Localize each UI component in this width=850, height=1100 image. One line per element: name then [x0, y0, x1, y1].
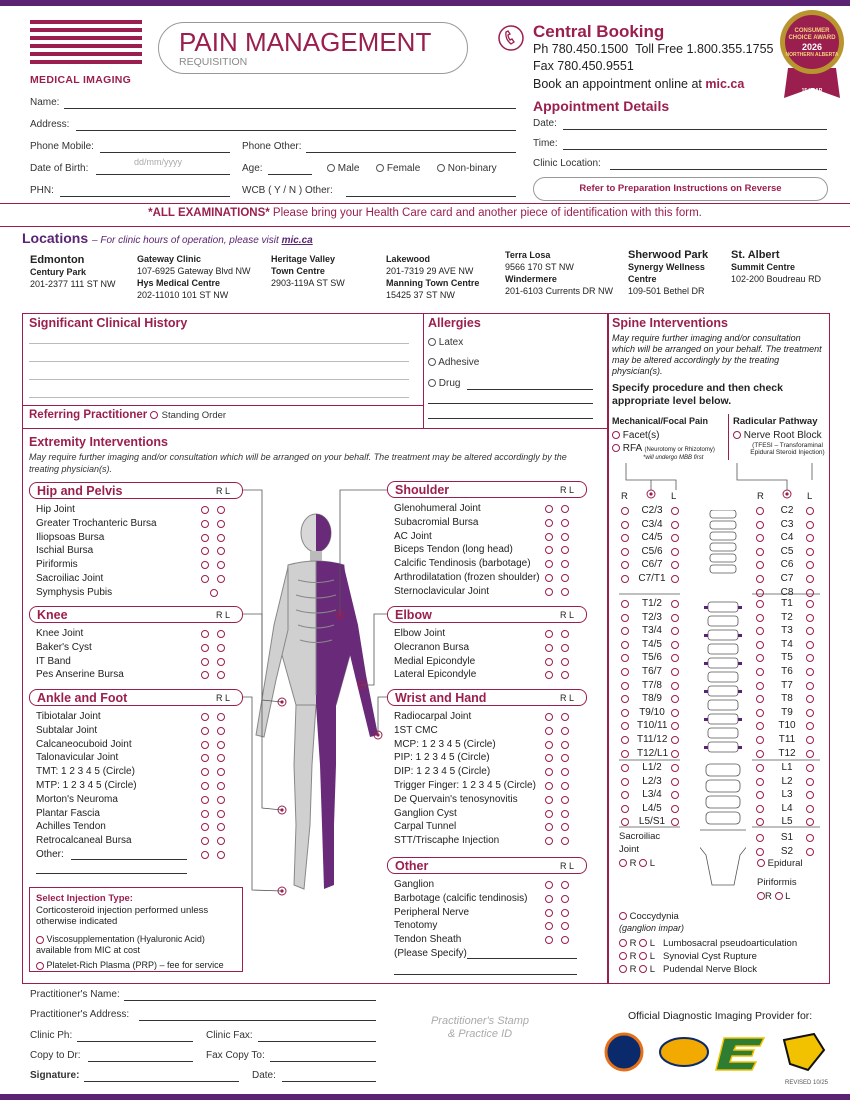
sacral_r-r-radio[interactable]	[756, 834, 764, 842]
elks-logo-icon	[716, 1038, 764, 1070]
extremity-title: Extremity Interventions	[29, 435, 168, 449]
shoulder-item: Glenohumeral Joint	[394, 503, 481, 514]
spine-r-label-2: R	[757, 491, 764, 502]
other-item: Barbotage (calcific tendinosis)	[394, 892, 528, 904]
cervical-l-radio[interactable]	[671, 575, 679, 583]
radicular-title: Radicular Pathway	[733, 416, 818, 427]
spine-vertebrae-figure	[700, 510, 746, 903]
si-rl: R L	[619, 858, 655, 869]
ankle-item: Retrocalcaneal Bursa	[36, 835, 132, 847]
hip-item: Symphysis Pubis	[36, 586, 113, 598]
location-sherwood: Sherwood Park Synergy Wellness Centre 109-501 Bethel DR	[628, 249, 709, 296]
thoracic_r-level: T8	[781, 693, 793, 705]
other-rl-label: R L	[559, 861, 574, 871]
shoulder-rl-label: R L	[559, 485, 574, 495]
booking-online-link[interactable]: mic.ca	[705, 77, 745, 91]
clinical-history-title: Significant Clinical History	[29, 316, 188, 330]
booking-fax: Fax 780.450.9551	[533, 59, 634, 73]
spine-specify: Specify procedure and then check appropriate level below.	[612, 382, 783, 407]
clinic-ph-field[interactable]	[77, 1041, 193, 1042]
sacral_r-l-radio[interactable]	[806, 834, 814, 842]
pud-l-radio[interactable]	[639, 965, 647, 973]
lumbo-r-radio[interactable]	[619, 939, 627, 947]
wrist-title: Wrist and Hand	[395, 691, 487, 705]
wcb-label: WCB ( Y / N ) Other:	[242, 185, 333, 196]
shoulder-item: Biceps Tendon (long head)	[394, 544, 513, 556]
thoracic-l-radio[interactable]	[671, 614, 679, 622]
sacral_r-level: S1	[780, 832, 794, 843]
thoracic-level: T3/4	[641, 625, 662, 637]
spine-l-label: L	[671, 491, 677, 502]
wrist-item: MCP: 1 2 3 4 5 (Circle)	[394, 738, 496, 750]
thoracic-l-radio[interactable]	[671, 736, 679, 744]
thoracic-r-radio[interactable]	[621, 668, 629, 676]
location-gateway: Gateway Clinic 107-6925 Gateway Blvd NW Hys Medical Centre 202-11010 101 ST NW	[137, 254, 251, 300]
mech-title: Mechanical/Focal Pain	[612, 416, 709, 426]
lumbar_r-r-radio[interactable]	[756, 805, 764, 813]
thoracic-l-radio[interactable]	[671, 641, 679, 649]
cervical_r-l-radio[interactable]	[806, 507, 814, 515]
ankle-item: MTP: 1 2 3 4 5 (Circle)	[36, 780, 137, 791]
thoracic-r-radio[interactable]	[621, 614, 629, 622]
age-label: Age:	[242, 163, 263, 174]
cervical_r-l-radio[interactable]	[806, 548, 814, 556]
thoracic_r-level: T10	[778, 720, 796, 732]
thoracic_r-level: T2	[781, 611, 793, 623]
lumbar-level: L3/4	[642, 789, 662, 801]
fax-copy-field[interactable]	[270, 1061, 376, 1062]
hip-item: Hip Joint	[36, 504, 75, 515]
practitioner-stamp: Practitioner's Stamp & Practice ID	[430, 1015, 530, 1040]
cervical_r-level: C6	[780, 559, 794, 571]
thoracic_r-level: T7	[781, 679, 793, 691]
cervical_r-l-radio[interactable]	[806, 575, 814, 583]
shoulder-item: Sternoclavicular Joint	[394, 585, 490, 597]
cervical-l-radio[interactable]	[671, 507, 679, 515]
thoracic_r-l-radio[interactable]	[806, 682, 814, 690]
hip-rl-label: R L	[215, 486, 230, 496]
lumbar-level: L2/3	[642, 775, 662, 787]
phone-mobile-label: Phone Mobile:	[30, 141, 94, 152]
appt-time-label: Time:	[533, 138, 558, 149]
ankle-item: Subtalar Joint	[36, 724, 98, 736]
lumbar-l-radio[interactable]	[671, 764, 679, 772]
knee-item: Pes Anserine Bursa	[36, 669, 124, 681]
thoracic-level: T9/10	[639, 706, 665, 718]
lumbar_r-l-radio[interactable]	[806, 764, 814, 772]
fax-copy-label: Fax Copy To:	[206, 1050, 265, 1061]
practitioner-address-field[interactable]	[139, 1020, 376, 1021]
provider-label: Official Diagnostic Imaging Provider for:	[628, 1010, 813, 1022]
thoracic-r-radio[interactable]	[621, 750, 629, 758]
page-subtitle: REQUISITION	[179, 56, 248, 68]
thoracic-level: T5/6	[641, 652, 662, 664]
syn-r-radio[interactable]	[619, 952, 627, 960]
locations-title: Locations – For clinic hours of operation, please visit mic.ca	[22, 230, 313, 246]
wrist-item: DIP: 1 2 3 4 5 (Circle)	[394, 766, 491, 778]
signature-field[interactable]	[84, 1081, 239, 1082]
thoracic_r-r-radio[interactable]	[756, 600, 764, 608]
lumbar-r-radio[interactable]	[621, 778, 629, 786]
badge-year: 2026	[801, 42, 823, 52]
wrist-item: PIP: 1 2 3 4 5 (Circle)	[394, 752, 490, 764]
lumbar_r-r-radio[interactable]	[756, 764, 764, 772]
oilers-logo-icon	[606, 1034, 642, 1070]
thoracic-r-radio[interactable]	[621, 736, 629, 744]
knee-item: IT Band	[36, 655, 71, 667]
lumbar-level: L5/S1	[638, 816, 666, 828]
thoracic-l-radio[interactable]	[671, 750, 679, 758]
cervical-r-radio[interactable]	[621, 548, 629, 556]
knee-item: Knee Joint	[36, 628, 84, 639]
cervical-l-radio[interactable]	[671, 548, 679, 556]
sig-date-field[interactable]	[282, 1081, 376, 1082]
lumbar-r-radio[interactable]	[621, 764, 629, 772]
other-item: Tenotomy	[394, 920, 438, 932]
thoracic-r-radio[interactable]	[621, 600, 629, 608]
piri-l-radio[interactable]	[775, 892, 783, 900]
sacral_r-l-radio[interactable]	[806, 848, 814, 856]
cervical_r-level: C2	[780, 505, 794, 516]
name-label: Name:	[30, 97, 60, 108]
elbow-item: Lateral Epicondyle	[394, 669, 477, 681]
ankle-rl-label: R L	[215, 693, 230, 703]
spine-title: Spine Interventions	[612, 316, 728, 330]
ankle-item: Morton's Neuroma	[36, 793, 118, 805]
cervical_r-level: C7	[780, 573, 794, 584]
thoracic_r-l-radio[interactable]	[806, 750, 814, 758]
badge-years: 15 YEAR	[801, 88, 823, 94]
hip-item: Piriformis	[36, 559, 78, 571]
bottom-bar	[0, 1094, 850, 1100]
cervical-r-radio[interactable]	[621, 521, 629, 529]
thoracic-r-radio[interactable]	[621, 682, 629, 690]
cervical_r-l-radio[interactable]	[806, 521, 814, 529]
elbow-rl-label: R L	[559, 610, 574, 620]
shoulder-item: Arthrodilatation (frozen shoulder)	[394, 572, 540, 583]
practitioner-name-field[interactable]	[124, 1000, 376, 1001]
ankle-item: Plantar Fascia	[36, 807, 100, 819]
shoulder-item: AC Joint	[394, 530, 432, 542]
elbow-item: Olecranon Bursa	[394, 641, 470, 653]
elbow-title: Elbow	[395, 608, 432, 622]
lumbar_r-level: L2	[781, 775, 793, 787]
thoracic-r-radio[interactable]	[621, 641, 629, 649]
drug-option: Drug	[428, 378, 460, 389]
thoracic_r-level: T5	[781, 652, 793, 664]
thoracic-level: T1/2	[641, 598, 662, 609]
lumbar_r-l-radio[interactable]	[806, 805, 814, 813]
appt-date-label: Date:	[533, 118, 557, 129]
si-joint: Sacroiliac Joint	[619, 831, 661, 855]
cervical-level: C6/7	[641, 559, 663, 571]
address-label: Address:	[30, 119, 70, 130]
ankle-title: Ankle and Foot	[37, 691, 128, 705]
cervical-level: C7/T1	[638, 573, 666, 584]
rfa-option: RFA (Neurotomy or Rhizotomy)	[612, 443, 715, 454]
clinic-ph-label: Clinic Ph:	[30, 1030, 73, 1041]
location-edmonton: Edmonton Century Park 201-2377 111 ST NW	[30, 254, 116, 289]
locations-link[interactable]: mic.ca	[281, 235, 313, 246]
other-item: Tendon Sheath	[394, 934, 462, 946]
ankle-item: TMT: 1 2 3 4 5 (Circle)	[36, 766, 135, 778]
thoracic_r-r-radio[interactable]	[756, 641, 764, 649]
allergies-title: Allergies	[428, 316, 481, 330]
ankle-item: Other:	[36, 849, 64, 860]
appointment-title: Appointment Details	[533, 98, 670, 114]
thoracic_r-l-radio[interactable]	[806, 736, 814, 744]
cervical_r-r-radio[interactable]	[756, 575, 764, 583]
central-booking-title: Central Booking	[533, 22, 665, 41]
other-title: Other	[395, 859, 429, 873]
coccydynia-radio[interactable]	[619, 912, 627, 920]
syn-l-radio[interactable]	[639, 952, 647, 960]
cervical-r-radio[interactable]	[621, 507, 629, 515]
prep-instructions-pill: Refer to Preparation Instructions on Reverse	[533, 177, 828, 201]
facet-option: Facet(s)	[612, 430, 659, 441]
pud-r-radio[interactable]	[619, 965, 627, 973]
wrist-item: Carpal Tunnel	[394, 821, 457, 833]
piriformis-rl: R L	[757, 891, 790, 902]
latex-option: Latex	[428, 337, 463, 348]
piriformis-label: Piriformis	[757, 877, 797, 888]
clinic-fax-label: Clinic Fax:	[206, 1030, 253, 1041]
logo-subtitle: MEDICAL IMAGING	[30, 74, 132, 86]
thoracic-l-radio[interactable]	[671, 709, 679, 717]
thoracic_r-l-radio[interactable]	[806, 709, 814, 717]
thoracic_r-level: T4	[781, 638, 793, 650]
epidural-radio[interactable]	[757, 859, 765, 867]
tfesi-note: (TFESI – Transforaminal Epidural Steroid Injection)	[750, 442, 825, 456]
wrist-item: STT/Triscaphe Injection	[394, 835, 500, 847]
extremity-note: May require further imaging and/or consultation which will be arranged on your behalf. The treatment may be altered accordingly by the treating physician(s).	[29, 452, 567, 474]
thoracic_r-level: T11	[778, 734, 796, 745]
nrb-option: Nerve Root Block	[733, 430, 822, 441]
thoracic-level: T12/L1	[637, 747, 669, 759]
location-terralosa: Terra Losa 9566 170 ST NW Windermere 201-6103 Currents DR NW	[505, 250, 614, 296]
practitioner-address-label: Practitioner's Address:	[30, 1009, 130, 1020]
cervical_r-r-radio[interactable]	[756, 507, 764, 515]
location-stalbert: St. Albert Summit Centre 102-200 Boudreau RD	[731, 249, 822, 284]
si-r-radio[interactable]	[619, 859, 627, 867]
hip-item: Greater Trochanteric Bursa	[36, 517, 157, 529]
misc-spine-options: R L Lumbosacral pseudoarticulation R L Synovial Cyst Rupture R L Pudendal Nerve Block	[619, 937, 797, 976]
lumbar_r-level: L5	[781, 816, 793, 828]
thoracic_r-r-radio[interactable]	[756, 682, 764, 690]
sacral_r-level: S2	[780, 845, 794, 857]
sports-logos	[604, 1030, 829, 1077]
lumbar-l-radio[interactable]	[671, 778, 679, 786]
sacral_r-r-radio[interactable]	[756, 848, 764, 856]
elbow-item: Medial Epicondyle	[394, 655, 476, 667]
thoracic_r-level: T12	[778, 747, 796, 759]
wrist-item: Ganglion Cyst	[394, 807, 457, 819]
thoracic-level: T7/8	[641, 679, 662, 691]
thoracic_r-l-radio[interactable]	[806, 668, 814, 676]
knee-item: Baker's Cyst	[36, 641, 92, 653]
adhesive-option: Adhesive	[428, 357, 479, 368]
hip-item: Ischial Bursa	[36, 545, 94, 557]
viscosupplementation-option: Viscosupplementation (Hyaluronic Acid) available from MIC at cost	[36, 934, 205, 955]
lumbar-r-radio[interactable]	[621, 805, 629, 813]
thoracic-r-radio[interactable]	[621, 709, 629, 717]
wrist-item: Radiocarpal Joint	[394, 711, 472, 722]
thoracic_r-r-radio[interactable]	[756, 709, 764, 717]
lumbar-level: L1/2	[642, 762, 662, 773]
lumbo-l-radio[interactable]	[639, 939, 647, 947]
other-item: Peripheral Nerve	[394, 906, 470, 918]
copy-to-label: Copy to Dr:	[30, 1050, 81, 1061]
other-item: Ganglion	[394, 879, 435, 890]
ankle-item: Calcaneocuboid Joint	[36, 738, 132, 750]
cervical-l-radio[interactable]	[671, 521, 679, 529]
cervical-level: C2/3	[641, 505, 663, 516]
cervical_r-level: C5	[780, 545, 794, 557]
signature-label: Signature:	[30, 1070, 80, 1081]
dob-placeholder: dd/mm/yyyy	[134, 157, 183, 167]
lumbar_r-level: L3	[781, 789, 793, 801]
lumbar-level: L4/5	[642, 802, 662, 814]
cervical_r-r-radio[interactable]	[756, 548, 764, 556]
ankle-item: Achilles Tendon	[36, 821, 106, 833]
cervical_r-r-radio[interactable]	[756, 521, 764, 529]
shoulder-item: Subacromial Bursa	[394, 516, 479, 528]
oil-kings-logo-icon	[660, 1038, 708, 1066]
cervical_r-level: C8	[780, 586, 794, 598]
prp-option: Platelet-Rich Plasma (PRP) – fee for service	[36, 960, 241, 970]
thoracic-l-radio[interactable]	[671, 668, 679, 676]
cervical-level: C3/4	[641, 518, 663, 530]
cervical_r-l-radio[interactable]	[806, 589, 814, 597]
hip-item: Sacroiliac Joint	[36, 573, 104, 584]
badge-line1: CONSUMER	[794, 28, 830, 34]
wrist-rl-label: R L	[559, 693, 574, 703]
cervical-level: C5/6	[641, 545, 663, 557]
knee-title: Knee	[37, 608, 68, 622]
badge-region: NORTHERN ALBERTA	[785, 52, 839, 58]
elbow-item: Elbow Joint	[394, 628, 446, 639]
hip-title: Hip and Pelvis	[37, 484, 123, 498]
thoracic_r-level: T3	[781, 625, 793, 637]
thoracic-level: T2/3	[641, 611, 662, 623]
thoracic-level: T10/11	[637, 720, 668, 732]
coccydynia-option: Coccydynia	[619, 911, 679, 922]
thoracic_r-l-radio[interactable]	[806, 600, 814, 608]
injection-text: Corticosteroid injection performed unless otherwise indicated	[36, 905, 209, 927]
spine-r-label: R	[621, 491, 628, 502]
cervical_r-level: C4	[780, 532, 794, 544]
thoracic-l-radio[interactable]	[671, 682, 679, 690]
badge-line2: CHOICE AWARD	[788, 35, 836, 41]
appt-location-label: Clinic Location:	[533, 158, 601, 169]
lumbar_r-r-radio[interactable]	[756, 778, 764, 786]
copy-to-field[interactable]	[88, 1061, 193, 1062]
phone-other-label: Phone Other:	[242, 141, 302, 152]
booking-phone: Ph 780.450.1500	[533, 42, 629, 56]
cervical_r-level: C3	[780, 518, 794, 530]
hip-item: Iliopsoas Bursa	[36, 531, 105, 543]
lumbar_r-l-radio[interactable]	[806, 778, 814, 786]
rfa-note: *will undergo MBB first	[643, 455, 704, 461]
lumbar_r-level: L4	[781, 802, 793, 814]
location-heritage: Heritage Valley Town Centre 2903-119A ST SW	[271, 254, 345, 288]
booking-tollfree: Toll Free 1.800.355.1755	[635, 42, 774, 56]
cervical-level: C4/5	[641, 532, 663, 544]
thoracic-level: T8/9	[641, 693, 662, 705]
booking-online: Book an appointment online at mic.ca	[533, 77, 745, 91]
epidural-option: Epidural	[757, 858, 803, 869]
stingers-logo-icon	[784, 1034, 824, 1070]
practitioner-name-label: Practitioner's Name:	[30, 989, 120, 1000]
shoulder-title: Shoulder	[395, 483, 450, 497]
thoracic-level: T6/7	[641, 666, 662, 677]
wrist-item: De Quervain's tenosynovitis	[394, 793, 518, 805]
ankle-item: Tibiotalar Joint	[36, 711, 101, 722]
lumbar_r-level: L1	[781, 762, 793, 773]
spine-note: May require further imaging and/or consultation which will be arranged on your behalf. The treatment may be altered accordingly by the treating physician(s).	[612, 333, 822, 376]
cervical_r-r-radio[interactable]	[756, 589, 764, 597]
thoracic_r-r-radio[interactable]	[756, 750, 764, 758]
referring-title: Referring Practitioner Standing Order	[29, 409, 227, 421]
ganglion-impar: (ganglion impar)	[619, 923, 685, 933]
other-item: (Please Specify)	[394, 948, 467, 959]
piri-r-radio[interactable]	[757, 892, 765, 900]
cervical-r-radio[interactable]	[621, 575, 629, 583]
injection-title: Select Injection Type:	[36, 893, 133, 904]
revised-label: REVISED 10/25	[785, 1080, 829, 1086]
all-exams-notice: *ALL EXAMINATIONS* Please bring your Health Care card and another piece of identification with this form.	[148, 207, 702, 219]
spine-l-label-2: L	[807, 491, 813, 502]
thoracic_r-r-radio[interactable]	[756, 668, 764, 676]
thoracic-level: T4/5	[641, 638, 662, 650]
wrist-item: Trigger Finger: 1 2 3 4 5 (Circle)	[394, 780, 536, 791]
thoracic-level: T11/12	[637, 734, 668, 745]
clinic-fax-field[interactable]	[258, 1041, 376, 1042]
thoracic_r-level: T6	[781, 666, 793, 677]
thoracic_r-l-radio[interactable]	[806, 614, 814, 622]
thoracic_r-l-radio[interactable]	[806, 641, 814, 649]
thoracic_r-r-radio[interactable]	[756, 614, 764, 622]
location-lakewood: Lakewood 201-7319 29 AVE NW Manning Town Centre 15425 37 ST NW	[386, 254, 480, 300]
thoracic_r-r-radio[interactable]	[756, 736, 764, 744]
ankle-item: Talonavicular Joint	[36, 752, 119, 764]
dob-label: Date of Birth:	[30, 163, 89, 174]
shoulder-item: Calcific Tendinosis (barbotage)	[394, 558, 531, 570]
thoracic_r-level: T9	[781, 706, 793, 718]
wrist-item: 1ST CMC	[394, 724, 438, 736]
phn-label: PHN:	[30, 185, 54, 196]
thoracic_r-level: T1	[781, 598, 793, 609]
sig-date-label: Date:	[252, 1070, 276, 1081]
lumbar-l-radio[interactable]	[671, 805, 679, 813]
si-l-radio[interactable]	[639, 859, 647, 867]
page-title: PAIN MANAGEMENT	[179, 27, 432, 57]
knee-rl-label: R L	[215, 610, 230, 620]
gender-options: Male Female Non-binary	[327, 163, 497, 174]
thoracic-l-radio[interactable]	[671, 600, 679, 608]
